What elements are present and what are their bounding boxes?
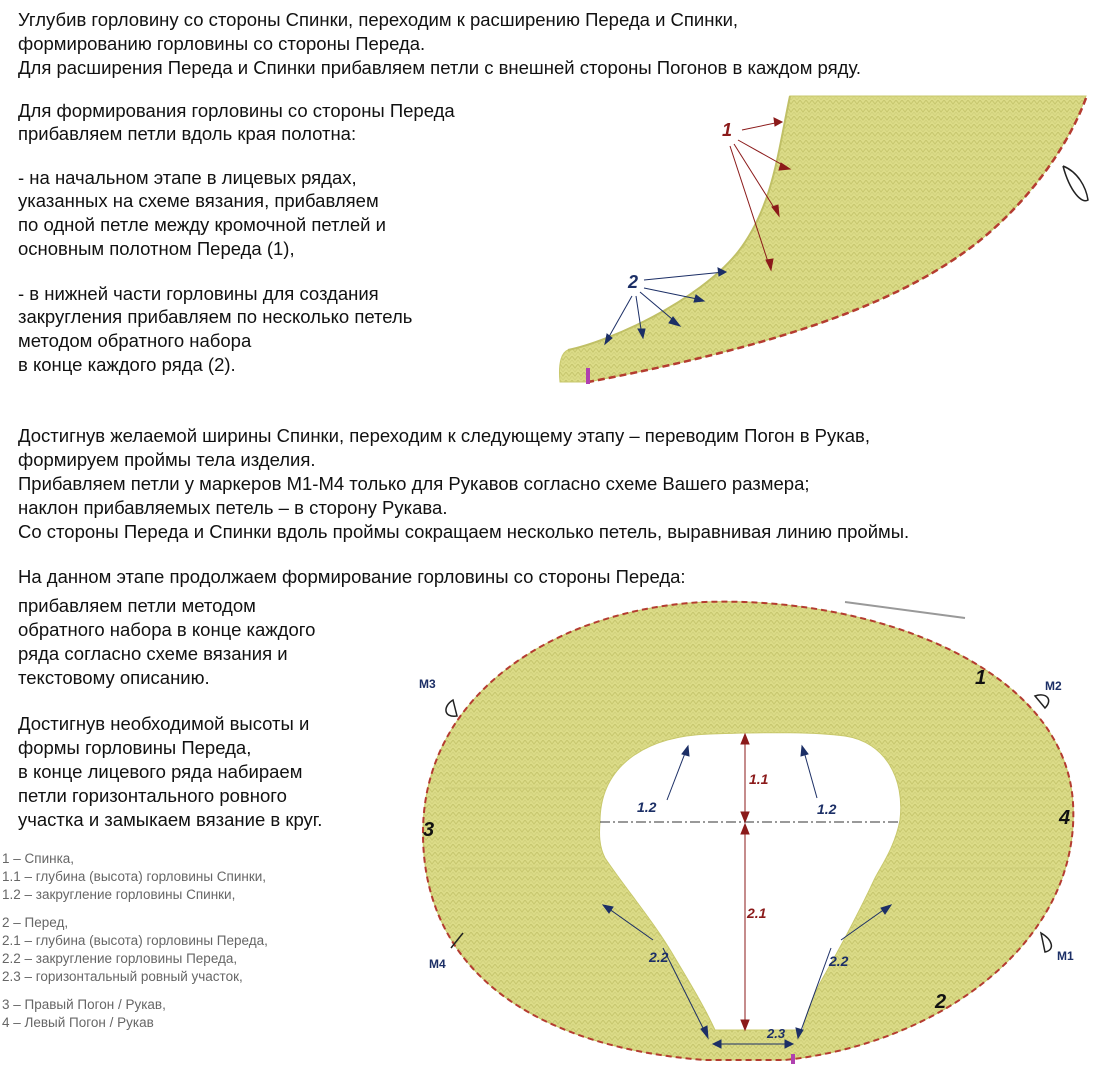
- legend-1-line-2: 1.1 – глубина (высота) горловины Спинки,: [2, 869, 267, 884]
- block1-p1-line-2: прибавляем петли вдоль края полотна:: [18, 123, 357, 144]
- block1-p3-line-4: в конце каждого ряда (2).: [18, 354, 236, 375]
- label-2-2-right: 2.2: [829, 953, 849, 969]
- label-m2: M2: [1045, 679, 1062, 693]
- yoke-photo-2: [405, 588, 1105, 1068]
- marker-pin: [586, 368, 590, 384]
- block2-line-5: Со стороны Переда и Спинки вдоль проймы сокращаем несколько петель, выравнивая линию проймы.: [18, 521, 910, 542]
- label-1-1: 1.1: [749, 771, 769, 787]
- label-1-2-right: 1.2: [817, 801, 837, 817]
- marker-loop: [1063, 166, 1088, 201]
- block1-p3-line-3: методом обратного набора: [18, 330, 252, 351]
- label-m1: M1: [1057, 949, 1074, 963]
- neckline-photo-1: [548, 92, 1108, 390]
- block3-p2-line-1: Достигнув необходимой высоты и: [18, 713, 310, 734]
- intro-line-1: Углубив горловину со стороны Спинки, переходим к расширению Переда и Спинки,: [18, 9, 739, 30]
- fabric-shape: [559, 96, 1086, 382]
- legend-3-line-2: 4 – Левый Погон / Рукав: [2, 1015, 154, 1030]
- label-4-left-yoke: 4: [1059, 807, 1071, 829]
- marker-m3-loop: [446, 700, 457, 716]
- legend-2-line-4: 2.3 – горизонтальный ровный участок,: [2, 969, 243, 984]
- label-2-2-left: 2.2: [649, 949, 669, 965]
- block3-p1-line-3: ряда согласно схеме вязания и: [18, 643, 288, 664]
- block3-lead: На данном этапе продолжаем формирование горловины со стороны Переда:: [18, 566, 686, 587]
- label-2-3: 2.3: [767, 1026, 786, 1041]
- legend-2-line-2: 2.1 – глубина (высота) горловины Переда,: [2, 933, 268, 948]
- block1-p1-line-1: Для формирования горловины со стороны Переда: [18, 100, 455, 121]
- intro-line-2: формированию горловины со стороны Переда.: [18, 33, 426, 54]
- block3-p2-line-5: участка и замыкаем вязание в круг.: [18, 809, 323, 830]
- intro-line-3: Для расширения Переда и Спинки прибавляем петли с внешней стороны Погонов в каждом ряду.: [18, 57, 861, 78]
- block3-p2-line-3: в конце лицевого ряда набираем: [18, 761, 303, 782]
- block2-line-4: наклон прибавляемых петель – в сторону Рукава.: [18, 497, 448, 518]
- legend-2-line-1: 2 – Перед,: [2, 915, 69, 930]
- label-1: 1: [722, 120, 733, 140]
- bottom-pin: [791, 1054, 795, 1064]
- block3-p1-line-4: текстовому описанию.: [18, 667, 210, 688]
- label-1-2-left: 1.2: [637, 799, 657, 815]
- marker-m1-loop: [1041, 933, 1051, 952]
- marker-m2-loop: [1035, 695, 1049, 708]
- block1-p3-line-2: закругления прибавляем по несколько петель: [18, 306, 413, 327]
- label-2: 2: [628, 272, 639, 292]
- label-1-back: 1: [975, 667, 987, 689]
- label-m4: M4: [429, 957, 446, 971]
- label-m3: M3: [419, 677, 436, 691]
- block2-line-2: формируем проймы тела изделия.: [18, 449, 316, 470]
- label-3-right-yoke: 3: [423, 819, 435, 841]
- needle-top: [845, 602, 965, 618]
- legend-2-line-3: 2.2 – закругление горловины Переда,: [2, 951, 238, 966]
- block1-p3-line-1: - в нижней части горловины для создания: [18, 283, 379, 304]
- block1-p2-line-3: по одной петле между кромочной петлей и: [18, 214, 386, 235]
- block1-p2-line-1: - на начальном этапе в лицевых рядах,: [18, 167, 357, 188]
- label-2-1: 2.1: [747, 905, 767, 921]
- block3-p2-line-2: формы горловины Переда,: [18, 737, 252, 758]
- label-2-front: 2: [935, 991, 947, 1013]
- block3-p1-line-2: обратного набора в конце каждого: [18, 619, 316, 640]
- block3-p2-line-4: петли горизонтального ровного: [18, 785, 287, 806]
- legend-1-line-1: 1 – Спинка,: [2, 851, 75, 866]
- block2-line-1: Достигнув желаемой ширины Спинки, переходим к следующему этапу – переводим Погон в Рукав,: [18, 425, 871, 446]
- legend-3-line-1: 3 – Правый Погон / Рукав,: [2, 997, 166, 1012]
- legend-1-line-3: 1.2 – закругление горловины Спинки,: [2, 887, 236, 902]
- block2-line-3: Прибавляем петли у маркеров М1-М4 только для Рукавов согласно схеме Вашего размера;: [18, 473, 810, 494]
- block1-p2-line-4: основным полотном Переда (1),: [18, 238, 295, 259]
- block3-p1-line-1: прибавляем петли методом: [18, 595, 256, 616]
- block1-p2-line-2: указанных на схеме вязания, прибавляем: [18, 190, 379, 211]
